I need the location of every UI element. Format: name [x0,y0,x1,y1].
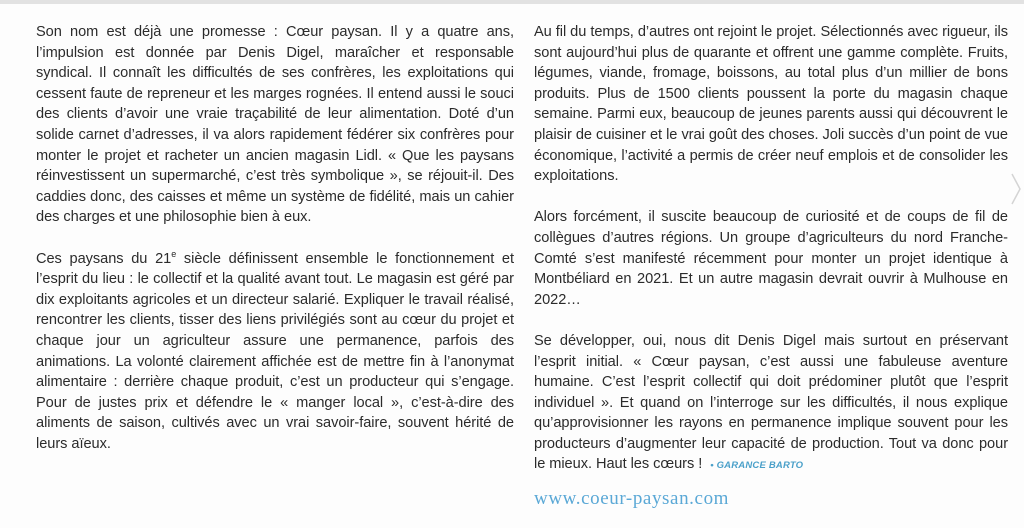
paragraph-collective [36,249,514,455]
paragraph-development-text: Se développer, oui, nous dit Denis Digel mais surtout en préservant l’esprit initial. « Cœur paysan, c’est aussi une fabuleuse aventure humaine. C’est l’esprit collectif qui doit prédominer plutôt que l’esprit individuel ». Et quand on l’interroge sur les difficultés, il nous explique qu’approvisionner les rayons en permanence implique souvent pour les producteurs d’augmenter leur capacité de production. Tout va donc pour le mieux. Haut les cœurs ! [534,332,1008,473]
paragraph-collective-start: Ces paysans du 21 [36,250,172,267]
paragraph-growth: Au fil du temps, d’autres ont rejoint le projet. Sélectionnés avec rigueur, ils sont aujourd’hui plus de quarante et offrent une gamme complète. Fruits, légumes, viande, fromage, boissons, au total plus d’un millier de bons produits. Plus de 1500 clients poussent la porte du magasin chaque semaine. Parmi eux, beaucoup de jeunes parents aussi qui découvrent le plaisir de cuisiner et le vrai goût des choses. Joli succès d’un point de vue économique, l’activité a permis de créer neuf emplois et de consolider les exploitations. [534,24,1008,185]
paragraph-collective-rest: siècle définissent ensemble le fonctionnement et l’esprit du lieu : le collectif et la qualité avant tout. Le magasin est géré par dix exploitants agricoles et un directeur salarié. Expliquer le travail réalisé, rencontrer les clients, tisser des liens privilégiés sont au cœur du projet et chaque jour un agriculteur assure une permanence, parfois des animations. La volonté clairement affichée est de mettre fin à l’anonymat alimentaire : derrière chaque produit, c’est un producteur qui s’engage. Pour de justes prix et défendre le « manger local », c’est-à-dire des aliments de saison, cultivés avec un vrai savoir-faire, souvent hérité de leurs aïeux. [36,250,514,452]
century-superscript: e [171,248,177,259]
paragraph-development [534,331,1008,477]
author-byline: • GARANCE BARTO [710,460,804,472]
website-link[interactable]: www.coeur-paysan.com [534,488,730,509]
article-left-column [36,22,514,454]
article-right-column [534,22,1008,477]
chevron-right-icon[interactable] [1010,172,1022,206]
paragraph-curiosity: Alors forcément, il suscite beaucoup de curiosité et de coups de fil de collègues d’autres régions. Un groupe d’agriculteurs du nord Franche-Comté s’est manifesté récemment pour monter un projet identique à Montbéliard en 2021. Et un autre magasin devrait ouvrir à Mulhouse en 2022… [534,209,1008,308]
paragraph-intro: Son nom est déjà une promesse : Cœur paysan. Il y a quatre ans, l’impulsion est donnée par Denis Digel, maraîcher et responsable syndical. Il connaît les difficultés de ses confrères, les exploitations qui cessent faute de repreneur et les marges rognées. Il entend aussi le souci des clients d’avoir une vraie traçabilité de leur alimentation. Doté d’un solide carnet d’adresses, il va alors rapidement fédérer six confrères pour monter le projet et racheter un ancien magasin Lidl. « Que les paysans réinvestissent un supermarché, c’est très symbolique », se réjouit-il. Des caddies donc, des caisses et même un système de fidélité, mais un cahier des charges et une philosophie bien à eux. [36,24,514,226]
